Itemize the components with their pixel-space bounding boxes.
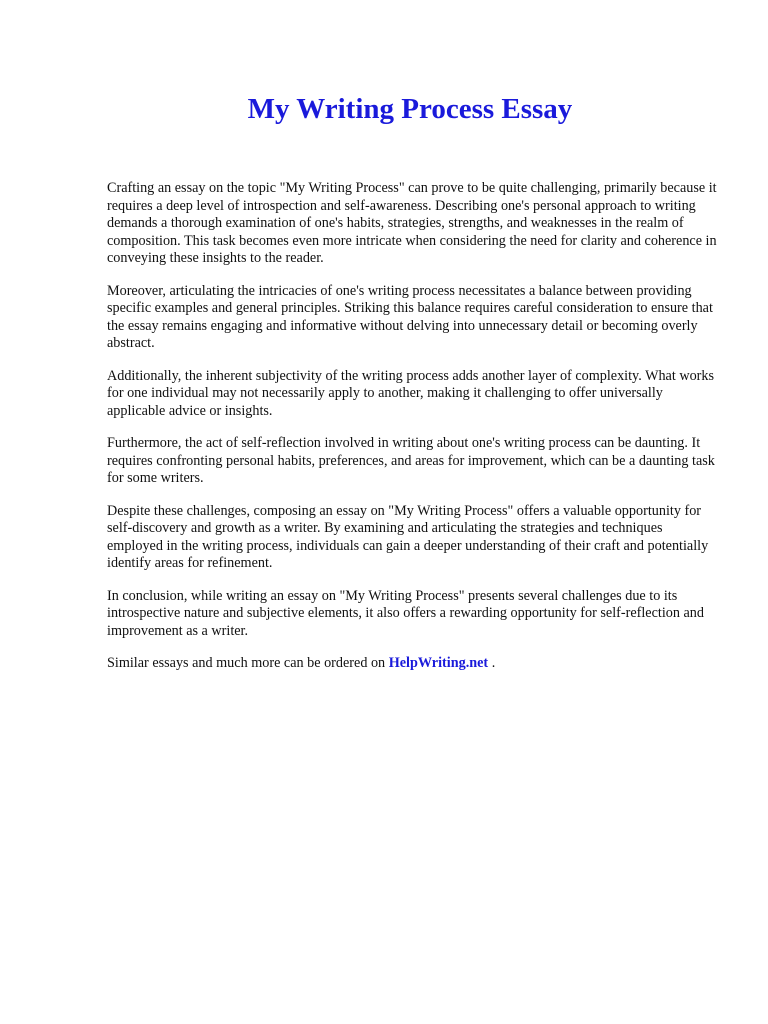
essay-body — [107, 180, 719, 688]
paragraph-6: In conclusion, while writing an essay on "My Writing Process" presents several challenges due to its introspective nature and subjective elements, it also offers a rewarding opportunity for self-reflection and improvement as a writer. — [107, 587, 704, 639]
page-title: My Writing Process Essay — [247, 93, 573, 125]
paragraph-1: Crafting an essay on the topic "My Writing Process" can prove to be quite challenging, primarily because it requires a deep level of introspection and self-awareness. Describing one's personal approach to writing demands a thorough examination of one's habits, strategies, strengths, and weaknesses in the realm of composition. This task becomes even more intricate when considering the need for clarity and coherence in conveying these insights to the reader. — [107, 180, 717, 266]
closing-prefix: Similar essays and much more can be ordered on — [107, 655, 386, 671]
paragraph-4: Furthermore, the act of self-reflection involved in writing about one's writing process can be daunting. It requires confronting personal habits, preferences, and areas for improvement, which can be a daunting task for some writers. — [107, 435, 715, 486]
closing-line — [107, 655, 719, 673]
helpwriting-link[interactable]: HelpWriting.net — [388, 655, 489, 671]
closing-suffix: . — [491, 655, 496, 671]
paragraph-3: Additionally, the inherent subjectivity of the writing process adds another layer of complexity. What works for one individual may not necessarily apply to another, making it challenging to offer universally applicable advice or insights. — [107, 367, 715, 419]
paragraph-5: Despite these challenges, composing an essay on "My Writing Process" offers a valuable opportunity for self-discovery and growth as a writer. By examining and articulating the strategies and techniques employed in the writing process, individuals can gain a deeper understanding of their craft and potentially identify areas for refinement. — [107, 502, 709, 571]
paragraph-2: Moreover, articulating the intricacies of one's writing process necessitates a balance between providing specific examples and general principles. Striking this balance requires careful consideration to ensure that the essay remains engaging and informative without delving into unnecessary detail or becoming overly abstract. — [107, 282, 713, 351]
